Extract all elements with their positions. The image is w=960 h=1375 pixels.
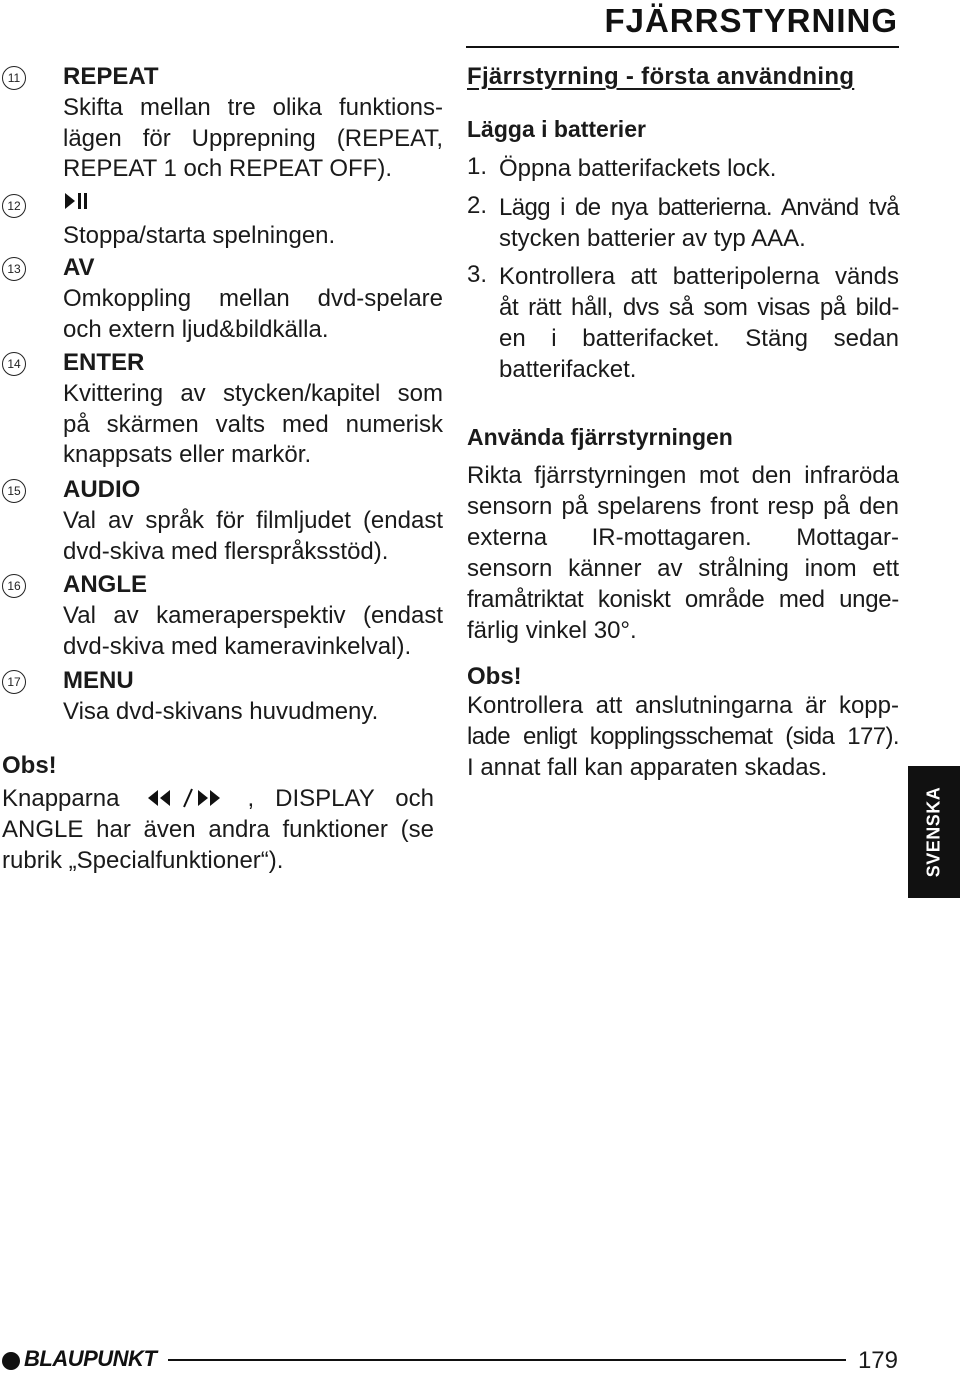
note-text-end: , DISPLAY och xyxy=(247,785,435,812)
step-item xyxy=(467,192,899,254)
desc-line: Skifta mellan tre olika funktions- xyxy=(63,94,443,121)
language-tab xyxy=(908,766,960,898)
item-title: ANGLE xyxy=(63,571,147,598)
item-description xyxy=(63,93,443,185)
list-item-av xyxy=(0,253,460,347)
step-line: Öppna batterifackets lock. xyxy=(499,155,777,182)
item-number-badge: 14 xyxy=(2,352,26,376)
header-rule xyxy=(466,46,899,48)
list-item-repeat xyxy=(0,62,460,187)
step-line: Lägg i de nya batterierna. Använd två xyxy=(499,194,899,221)
list-item-menu xyxy=(0,666,460,730)
item-title: AV xyxy=(63,254,95,281)
note-label: Obs! xyxy=(2,752,57,779)
list-item-angle xyxy=(0,570,460,664)
step-line: en i batterifacket. Stäng sedan xyxy=(499,325,899,352)
logo-dot-icon xyxy=(2,1352,20,1370)
item-number-badge: 13 xyxy=(2,257,26,281)
page-title: FJÄRRSTYRNING xyxy=(604,2,898,39)
item-description xyxy=(63,221,443,252)
step-line: Kontrollera att batteripolerna vänds xyxy=(499,263,899,290)
paragraph-line: sensorn känner av strålning inom ett xyxy=(467,555,899,582)
desc-line: Visa dvd-skivans huvudmeny. xyxy=(63,698,379,725)
item-description xyxy=(63,601,443,662)
step-text xyxy=(499,261,899,385)
desc-line: Kvittering av stycken/kapitel som xyxy=(63,380,443,407)
item-title: AUDIO xyxy=(63,476,141,503)
step-line: batterifacket. xyxy=(499,356,637,383)
footer-rule xyxy=(168,1359,846,1361)
item-number-badge: 16 xyxy=(2,574,26,598)
item-description xyxy=(63,697,443,728)
item-title: ENTER xyxy=(63,349,145,376)
step-number: 1. xyxy=(467,153,488,180)
list-item-enter xyxy=(0,348,460,473)
step-line: åt rätt håll, dvs så som visas på bild- xyxy=(499,294,899,321)
step-text xyxy=(499,192,899,254)
note-line: ANGLE har även andra funktioner (se xyxy=(2,816,434,843)
note-label: Obs! xyxy=(467,663,522,690)
step-number: 3. xyxy=(467,261,488,288)
item-description xyxy=(63,284,443,345)
use-heading: Använda fjärrstyrningen xyxy=(467,424,733,450)
item-number-badge: 12 xyxy=(2,194,26,218)
paragraph-line: sensorn på spelarens front resp på den xyxy=(467,493,899,520)
desc-line: REPEAT 1 och REPEAT OFF). xyxy=(63,155,392,182)
note-text xyxy=(2,783,434,876)
desc-line: dvd-skiva med kameravinkelval). xyxy=(63,632,412,660)
note-text-start: Knapparna xyxy=(2,785,120,812)
desc-line: Val av kameraperspektiv (endast xyxy=(63,602,443,629)
item-number-badge: 17 xyxy=(2,670,26,694)
note-line xyxy=(2,783,434,814)
desc-line: och extern ljud&bildkälla. xyxy=(63,315,329,343)
desc-line: Val av språk för filmljudet (endast xyxy=(63,507,443,534)
item-title: MENU xyxy=(63,667,134,694)
desc-line: knappsats eller markör. xyxy=(63,441,312,468)
item-description xyxy=(63,506,443,567)
paragraph-line: färlig vinkel 30°. xyxy=(467,617,637,644)
paragraph-line: lade enligt kopplingsschemat (sida 177). xyxy=(467,723,899,750)
paragraph-line: Rikta fjärrstyrningen mot den infraröda xyxy=(467,462,899,489)
paragraph-line: externa IR-mottagaren. Mottagar- xyxy=(467,524,899,551)
paragraph-line: Kontrollera att anslutningarna är kopp- xyxy=(467,692,899,719)
brand-logo xyxy=(2,1346,168,1374)
desc-line: Stoppa/starta spelningen. xyxy=(63,222,336,249)
desc-line: på skärmen valts med numerisk xyxy=(63,410,443,438)
item-title: REPEAT xyxy=(63,63,159,90)
note-paragraph xyxy=(467,690,899,783)
list-item-play-pause xyxy=(0,190,460,252)
step-item xyxy=(467,261,899,385)
paragraph-line: framåtriktat koniskt område med unge- xyxy=(467,586,899,613)
page-number: 179 xyxy=(857,1347,898,1374)
step-text xyxy=(499,153,899,184)
step-number: 2. xyxy=(467,192,488,219)
desc-line: lägen för Upprepning (REPEAT, xyxy=(63,124,443,152)
batteries-heading: Lägga i batterier xyxy=(467,116,646,142)
desc-line: Omkoppling mellan dvd-spelare xyxy=(63,285,443,312)
item-number-badge: 11 xyxy=(2,66,26,90)
play-pause-icon xyxy=(63,190,89,220)
item-description xyxy=(63,379,443,471)
step-line: stycken batterier av typ AAA. xyxy=(499,225,806,252)
section-title: Fjärrstyrning - första användning xyxy=(467,63,855,90)
list-item-audio xyxy=(0,475,460,569)
item-number-badge: 15 xyxy=(2,479,26,503)
brand-wordmark: BLAUPUNKT xyxy=(24,1346,157,1371)
step-item xyxy=(467,153,899,185)
language-tab-label: SVENSKA xyxy=(923,786,944,878)
use-paragraph xyxy=(467,460,899,646)
note-line: rubrik „Specialfunktioner“). xyxy=(2,847,284,874)
paragraph-line: I annat fall kan apparaten skadas. xyxy=(467,754,828,781)
skip-buttons-icon xyxy=(140,785,247,812)
desc-line: dvd-skiva med flerspråksstöd). xyxy=(63,537,389,565)
